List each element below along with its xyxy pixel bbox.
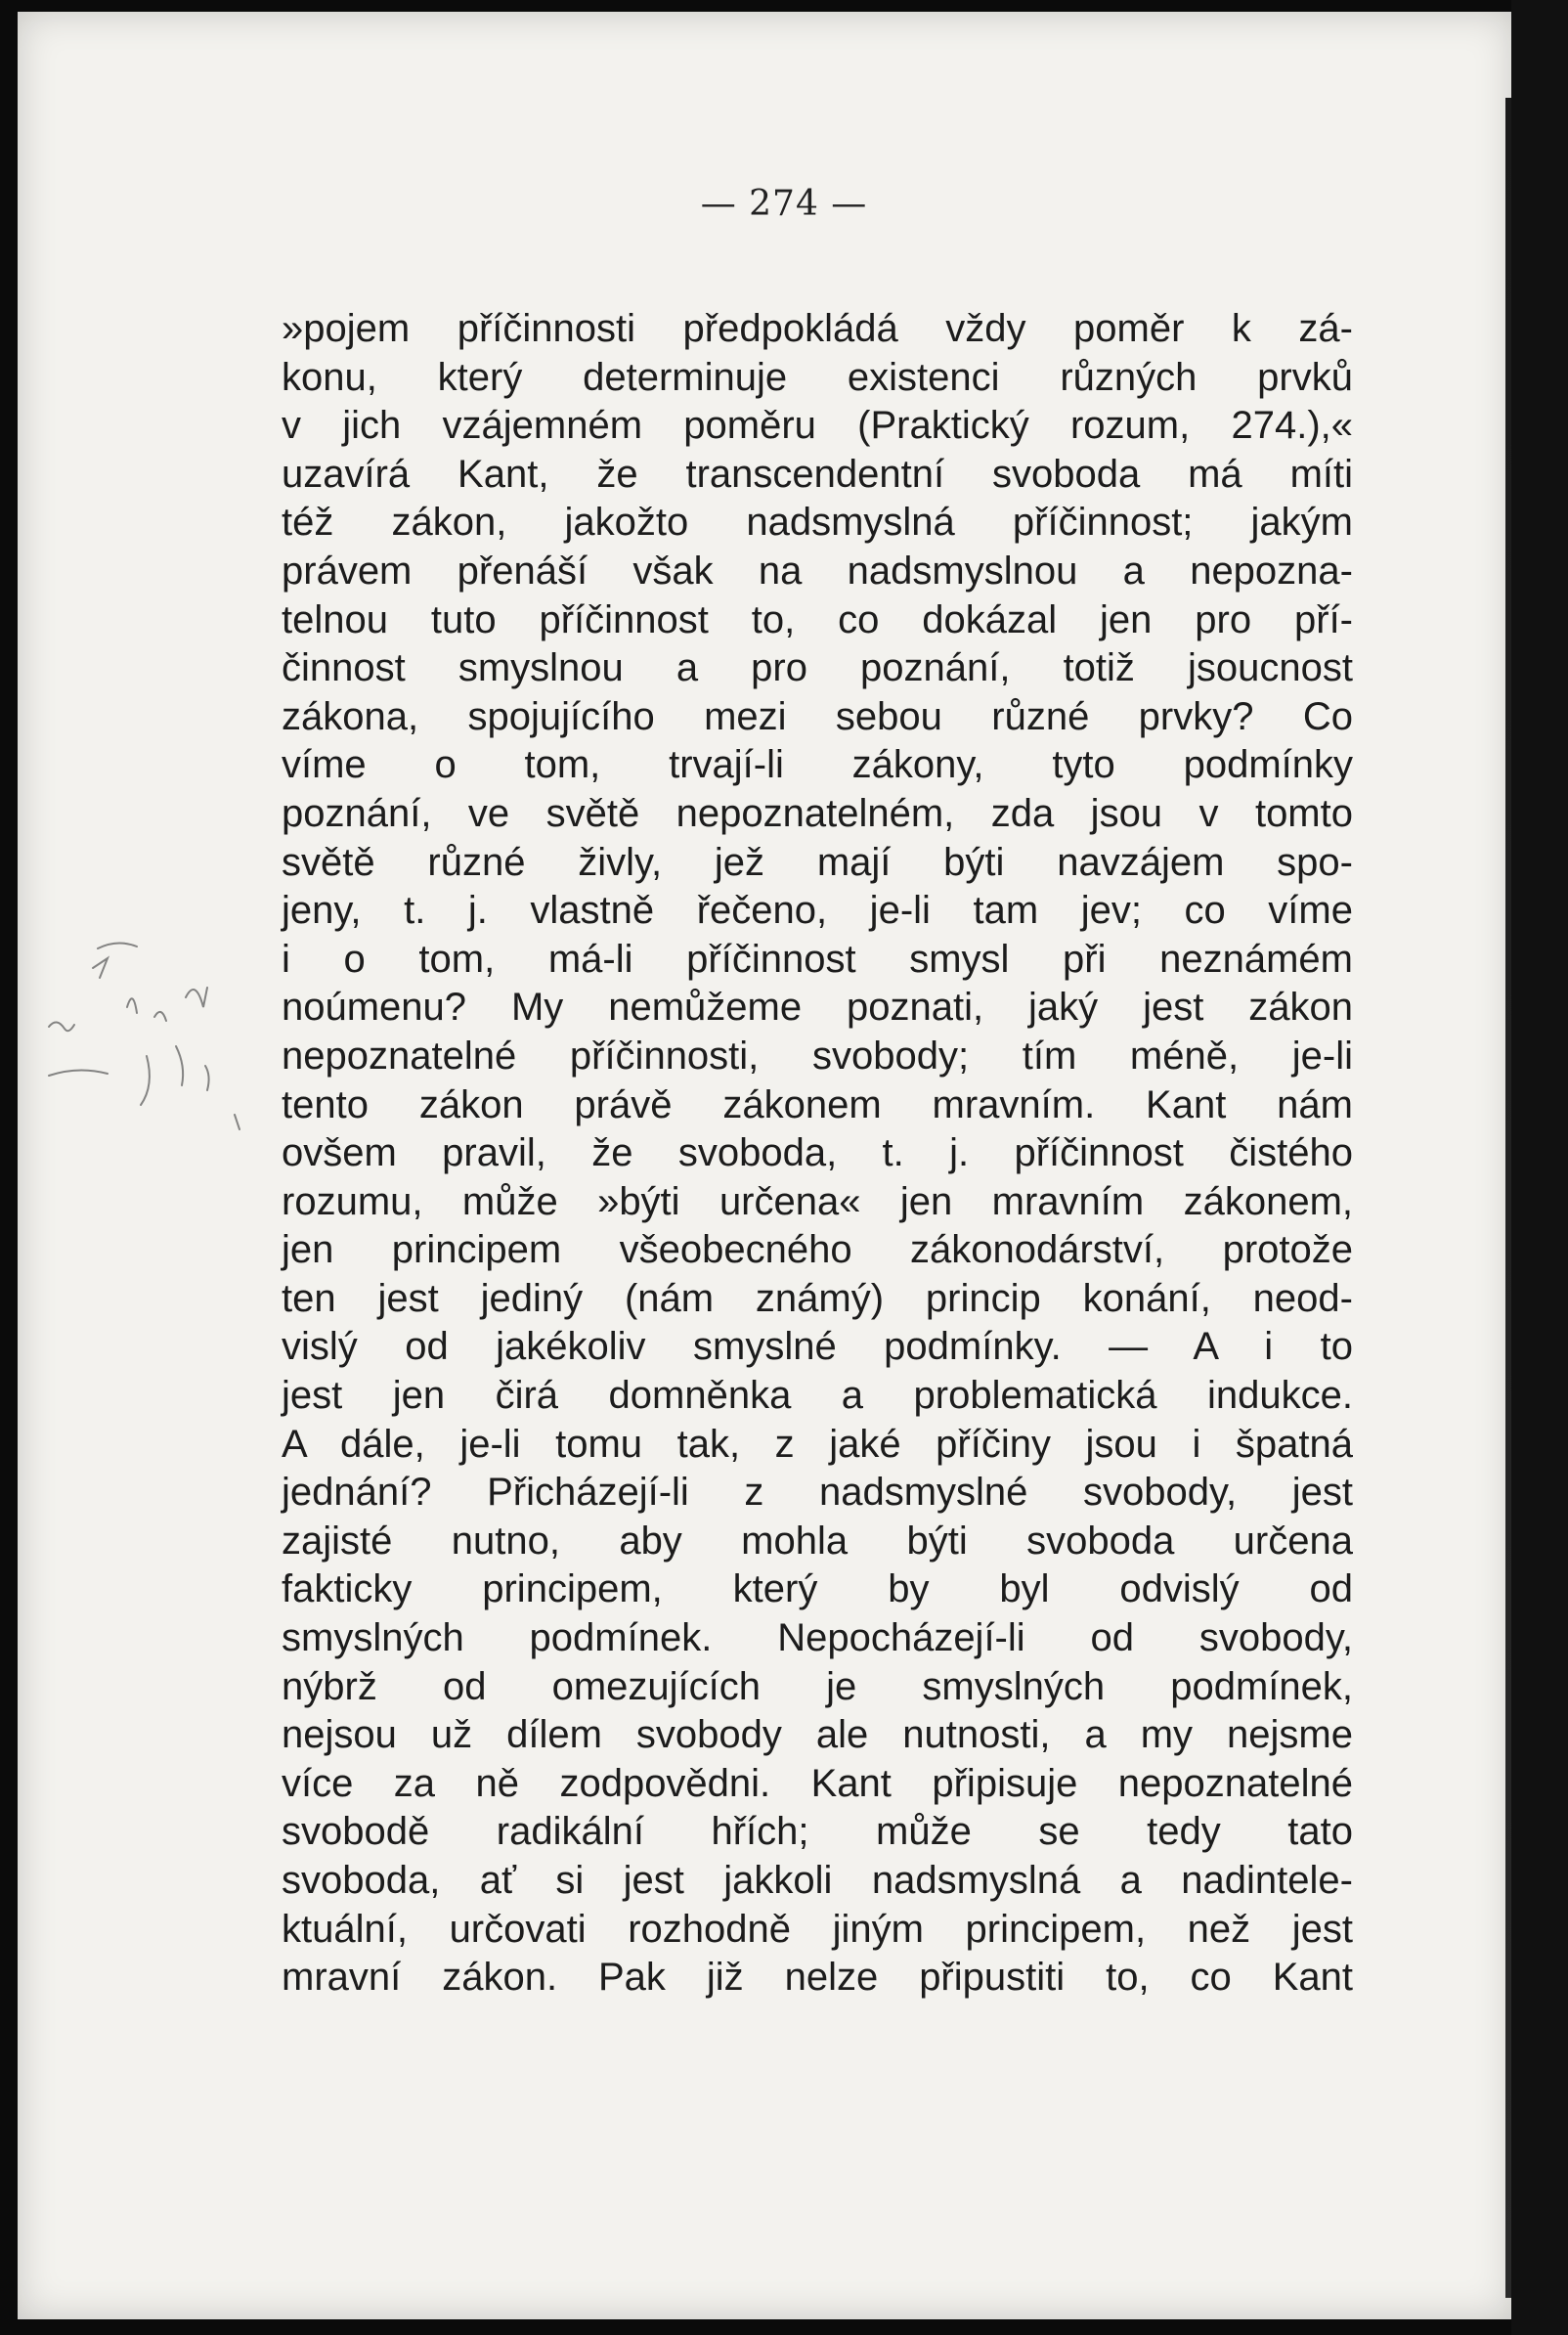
text-line: zákona, spojujícího mezi sebou různé prvky? Co [282, 694, 1353, 738]
text-line: jen principem všeobecného zákonodárství, protože [282, 1228, 1353, 1272]
text-line: vislý od jakékoliv smyslné podmínky. — A i to [282, 1325, 1353, 1369]
page-number: — 274 — [700, 184, 868, 224]
text-line: »pojem příčinnosti předpokládá vždy poměr k zá- [282, 307, 1353, 350]
text-line: jeny, t. j. vlastně řečeno, je-li tam jev; co víme [282, 889, 1353, 933]
text-line: v jich vzájemném poměru (Praktický rozum, 274.),« [282, 404, 1353, 448]
text-line: víme o tom, trvají-li zákony, tyto podmínky [282, 743, 1353, 787]
text-line: rozumu, může »býti určena« jen mravním zákonem, [282, 1179, 1353, 1223]
text-line: svobodě radikální hřích; může se tedy tato [282, 1810, 1353, 1854]
text-line: jednání? Přicházejí-li z nadsmyslné svobody, jest [282, 1471, 1353, 1515]
text-line: telnou tuto příčinnost to, co dokázal jen pro pří- [282, 597, 1353, 641]
text-line: nýbrž od omezujících je smyslných podmínek, [282, 1664, 1353, 1708]
text-line: i o tom, má-li příčinnost smysl při neznámém [282, 937, 1353, 981]
text-line: tento zákon právě zákonem mravním. Kant nám [282, 1082, 1353, 1126]
text-line: nejsou už dílem svobody ale nutnosti, a my nejsme [282, 1713, 1353, 1757]
text-line: poznání, ve světě nepoznatelném, zda jsou v tomto [282, 791, 1353, 835]
text-line: svoboda, ať si jest jakkoli nadsmyslná a nadintele- [282, 1859, 1353, 1902]
text-line: zajisté nutno, aby mohla býti svoboda určena [282, 1519, 1353, 1563]
text-line: světě různé živly, jež mají býti navzájem spo- [282, 840, 1353, 884]
text-line: nepoznatelné příčinnosti, svobody; tím méně, je-li [282, 1034, 1353, 1078]
handwritten-margin-note [39, 919, 274, 1173]
text-line: smyslných podmínek. Nepocházejí-li od svobody, [282, 1616, 1353, 1660]
text-line: ovšem pravil, že svoboda, t. j. příčinnost čistého [282, 1131, 1353, 1175]
text-line: právem přenáší však na nadsmyslnou a nepozna- [282, 549, 1353, 593]
text-line: ten jest jediný (nám známý) princip konání, neod- [282, 1276, 1353, 1320]
text-line: uzavírá Kant, že transcendentní svoboda má míti [282, 452, 1353, 496]
text-line: ktuální, určovati rozhodně jiným principem, než jest [282, 1907, 1353, 1951]
page-edge-shadow [1511, 0, 1568, 2335]
text-line: fakticky principem, který by byl odvislý od [282, 1567, 1353, 1611]
text-line: též zákon, jakožto nadsmyslná příčinnost; jakým [282, 501, 1353, 545]
text-line: činnost smyslnou a pro poznání, totiž jsoucnost [282, 646, 1353, 690]
text-line: jest jen čirá domněnka a problematická indukce. [282, 1374, 1353, 1418]
text-line: více za ně zodpovědni. Kant připisuje nepoznatelné [282, 1761, 1353, 1805]
text-line: konu, který determinuje existenci různých prvků [282, 355, 1353, 399]
body-text [282, 305, 1353, 2003]
text-line: mravní zákon. Pak již nelze připustiti to, co Kant [282, 1956, 1353, 2000]
text-line: noúmenu? My nemůžeme poznati, jaký jest zákon [282, 986, 1353, 1030]
text-line: A dále, je-li tomu tak, z jaké příčiny jsou i špatná [282, 1422, 1353, 1466]
